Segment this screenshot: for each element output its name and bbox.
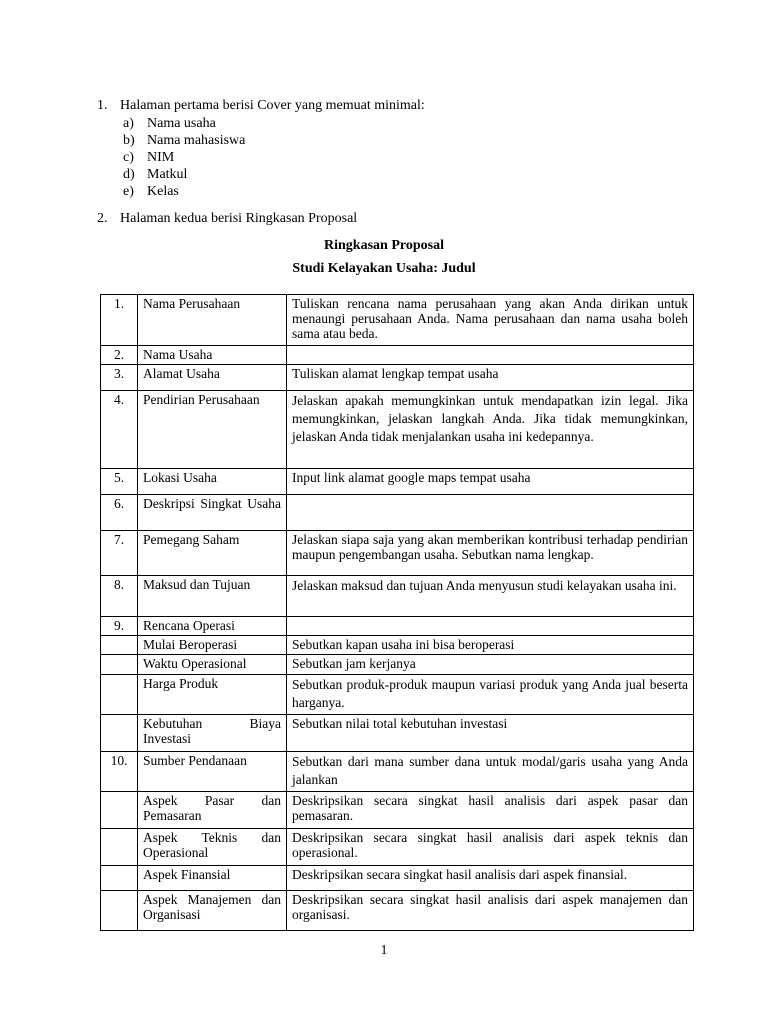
row-description: Sebutkan produk-produk maupun variasi produk yang Anda jual beserta harganya. [287, 675, 694, 715]
sublist-item [123, 132, 425, 149]
row-label: Alamat Usaha [138, 365, 287, 391]
row-number [101, 891, 138, 931]
table-row [101, 866, 694, 891]
row-description: Deskripsikan secara singkat hasil analisis dari aspek teknis dan operasional. [287, 829, 694, 866]
cover-requirements-list [97, 97, 425, 200]
row-label: Kebutuhan Biaya Investasi [138, 715, 287, 752]
row-description: Deskripsikan secara singkat hasil analisis dari aspek manajemen dan organisasi. [287, 891, 694, 931]
table-row [101, 675, 694, 715]
table-row [101, 295, 694, 346]
row-number [101, 792, 138, 829]
table-row [101, 715, 694, 752]
row-label: Maksud dan Tujuan [138, 576, 287, 617]
row-description: Deskripsikan secara singkat hasil analisis dari aspek pasar dan pemasaran. [287, 792, 694, 829]
row-description [287, 346, 694, 365]
row-number: 8. [101, 576, 138, 617]
row-description: Jelaskan siapa saja yang akan memberikan kontribusi terhadap pendirian maupun pengembangan usaha. Sebutkan nama lengkap. [287, 531, 694, 576]
table-row [101, 391, 694, 469]
row-description: Sebutkan kapan usaha ini bisa beroperasi [287, 636, 694, 655]
table-row [101, 752, 694, 792]
sublist-letter: e) [123, 184, 134, 199]
row-label: Harga Produk [138, 675, 287, 715]
row-number: 7. [101, 531, 138, 576]
row-description: Tuliskan rencana nama perusahaan yang akan Anda dirikan untuk menaungi perusahaan Anda. Nama perusahaan dan nama usaha boleh sama atau beda. [287, 295, 694, 346]
row-label: Aspek Teknis dan Operasional [138, 829, 287, 866]
row-description [287, 495, 694, 531]
row-number: 9. [101, 617, 138, 636]
row-label: Sumber Pendanaan [138, 752, 287, 792]
table-row [101, 891, 694, 931]
table-row [101, 655, 694, 675]
table-row [101, 531, 694, 576]
row-label: Nama Perusahaan [138, 295, 287, 346]
sublist-letter: b) [123, 133, 135, 148]
list-item-text: Halaman kedua berisi Ringkasan Proposal [120, 211, 358, 226]
list-number: 2. [97, 211, 108, 226]
sublist-letter: c) [123, 150, 134, 165]
section-subtitle: Studi Kelayakan Usaha: Judul [292, 261, 476, 276]
row-number [101, 829, 138, 866]
sublist-item [123, 183, 425, 200]
sublist-text: NIM [147, 150, 175, 165]
proposal-summary-table [100, 294, 694, 931]
row-label: Deskripsi Singkat Usaha [138, 495, 287, 531]
sublist-letter: d) [123, 167, 135, 182]
sublist-text: Nama mahasiswa [147, 133, 246, 148]
row-description: Sebutkan nilai total kebutuhan investasi [287, 715, 694, 752]
sublist-item [123, 166, 425, 183]
table-row [101, 792, 694, 829]
row-label: Rencana Operasi [138, 617, 287, 636]
row-description: Sebutkan dari mana sumber dana untuk modal/garis usaha yang Anda jalankan [287, 752, 694, 792]
row-label: Mulai Beroperasi [138, 636, 287, 655]
sublist-text: Kelas [147, 184, 179, 199]
row-number [101, 655, 138, 675]
list-item-1 [97, 97, 425, 114]
row-description [287, 617, 694, 636]
row-number [101, 636, 138, 655]
row-label: Aspek Finansial [138, 866, 287, 891]
sublist-letter: a) [123, 116, 134, 131]
table-row [101, 469, 694, 495]
row-number: 2. [101, 346, 138, 365]
sublist-item [123, 149, 425, 166]
table-row [101, 365, 694, 391]
table-row [101, 495, 694, 531]
row-description: Tuliskan alamat lengkap tempat usaha [287, 365, 694, 391]
row-label: Waktu Operasional [138, 655, 287, 675]
table-row [101, 346, 694, 365]
row-description: Sebutkan jam kerjanya [287, 655, 694, 675]
row-number: 10. [101, 752, 138, 792]
cover-sublist [97, 115, 425, 200]
row-description: Jelaskan maksud dan tujuan Anda menyusun studi kelayakan usaha ini. [287, 576, 694, 617]
row-label: Lokasi Usaha [138, 469, 287, 495]
row-number: 5. [101, 469, 138, 495]
table-row [101, 576, 694, 617]
row-number: 1. [101, 295, 138, 346]
row-description: Jelaskan apakah memungkinkan untuk mendapatkan izin legal. Jika memungkinkan, jelaskan langkah Anda. Jika tidak memungkinkan, jelaskan Anda tidak menjalankan usaha ini kedepannya. [287, 391, 694, 469]
row-label: Pendirian Perusahaan [138, 391, 287, 469]
row-number: 6. [101, 495, 138, 531]
list-item-text: Halaman pertama berisi Cover yang memuat minimal: [120, 98, 425, 113]
sublist-text: Nama usaha [147, 116, 216, 131]
row-number: 4. [101, 391, 138, 469]
list-number: 1. [97, 98, 108, 113]
row-number [101, 866, 138, 891]
row-number: 3. [101, 365, 138, 391]
table-row [101, 636, 694, 655]
section-title: Ringkasan Proposal [324, 238, 444, 253]
table-row [101, 829, 694, 866]
row-label: Aspek Manajemen dan Organisasi [138, 891, 287, 931]
sublist-text: Matkul [147, 167, 188, 182]
page-number: 1 [380, 943, 388, 958]
row-description: Input link alamat google maps tempat usaha [287, 469, 694, 495]
list-item-2 [97, 210, 357, 227]
row-number [101, 675, 138, 715]
row-number [101, 715, 138, 752]
row-label: Nama Usaha [138, 346, 287, 365]
table-row [101, 617, 694, 636]
sublist-item [123, 115, 425, 132]
row-description: Deskripsikan secara singkat hasil analisis dari aspek finansial. [287, 866, 694, 891]
row-label: Pemegang Saham [138, 531, 287, 576]
row-label: Aspek Pasar dan Pemasaran [138, 792, 287, 829]
